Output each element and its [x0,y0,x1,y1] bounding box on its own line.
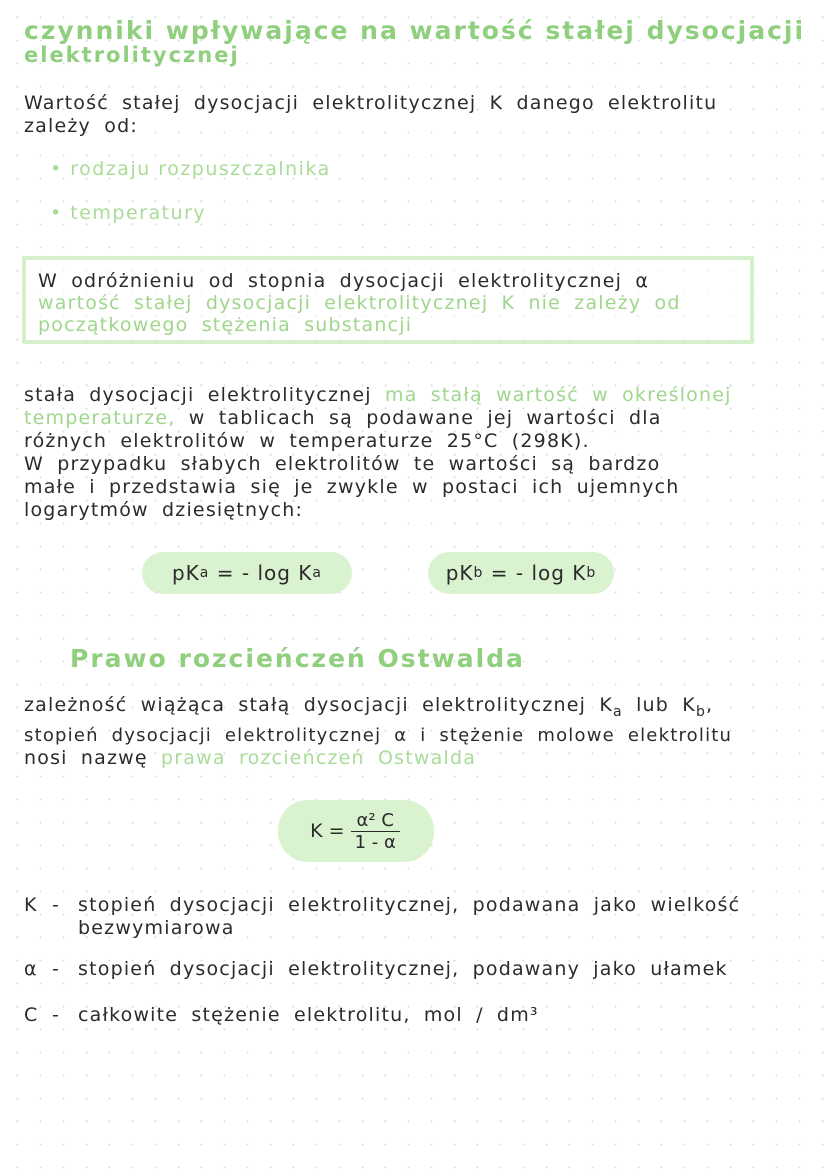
page-title [24,18,814,68]
ostwald-paragraph [24,694,824,770]
note-line-3: początkowego stężenia substancji [38,314,413,336]
ostwald-line-3: nosi nazwę prawa rozcieńczeń Ostwalda [24,746,477,769]
intro-text [24,92,814,138]
paragraph-line-2: temperaturze, w tablicach są podawane jej wartości dla [24,407,662,429]
note-line-2: wartość stałej dysocjacji elektrolitycznej K nie zależy od [38,292,681,314]
formula-lhs: K = [310,820,345,842]
list-item: • temperatury [50,202,207,224]
title-line-1: czynniki wpływające na wartość stałej dysocjacji [24,16,806,45]
ostwald-line-1: zależność wiążąca stałą dysocjacji elektrolitycznej $K_a$ lub $K_b$, [24,694,714,720]
legend-item-k: K - stopień dysocjacji elektrolitycznej, podawana jako wielkość bezwymiarowa [24,894,741,939]
factors-list [50,158,331,224]
ostwald-line-2: stopień dysocjacji elektrolitycznej α i stężenie molowe elektrolitu [24,724,733,746]
note-box [22,256,754,344]
formula-fraction [349,810,402,853]
ostwald-formula [278,800,434,862]
pkb-formula: pK b = - log K b [428,552,614,594]
formula-numerator: α² C [351,810,400,832]
title-line-2: elektrolitycznej [24,43,240,67]
section-title-ostwald: Prawo rozcieńczeń Ostwalda [70,644,525,673]
note-line-1: W odróżnieniu od stopnia dysocjacji elektrolitycznej α [38,270,650,292]
pka-formula: pK a = - log K a [142,552,352,594]
legend-item-alpha: α - stopień dysocjacji elektrolitycznej, podawany jako ułamek [24,958,728,980]
formula-denominator: 1 - α [354,831,396,853]
intro-line-2: zależy od: [24,115,138,137]
paragraph-line-5: małe i przedstawia się je zwykle w postaci ich ujemnych [24,476,680,498]
intro-line-1: Wartość stałej dysocjacji elektrolitycznej K danego elektrolitu [24,92,718,114]
bullet-dot-icon: • [50,158,71,180]
dissociation-paragraph [24,384,814,522]
paragraph-line-1: stała dysocjacji elektrolitycznej ma stałą wartość w określonej [24,384,732,406]
bullet-dot-icon: • [50,202,71,224]
paragraph-line-4: W przypadku słabych elektrolitów te wartości są bardzo [24,453,661,475]
legend-item-c: C - całkowite stężenie elektrolitu, mol / dm³ [24,1004,539,1026]
list-item: • rodzaju rozpuszczalnika [50,158,331,180]
paragraph-line-3: różnych elektrolitów w temperaturze 25°C (298K). [24,430,590,452]
symbol-legend [24,894,814,1027]
paragraph-line-6: logarytmów dziesiętnych: [24,499,304,521]
